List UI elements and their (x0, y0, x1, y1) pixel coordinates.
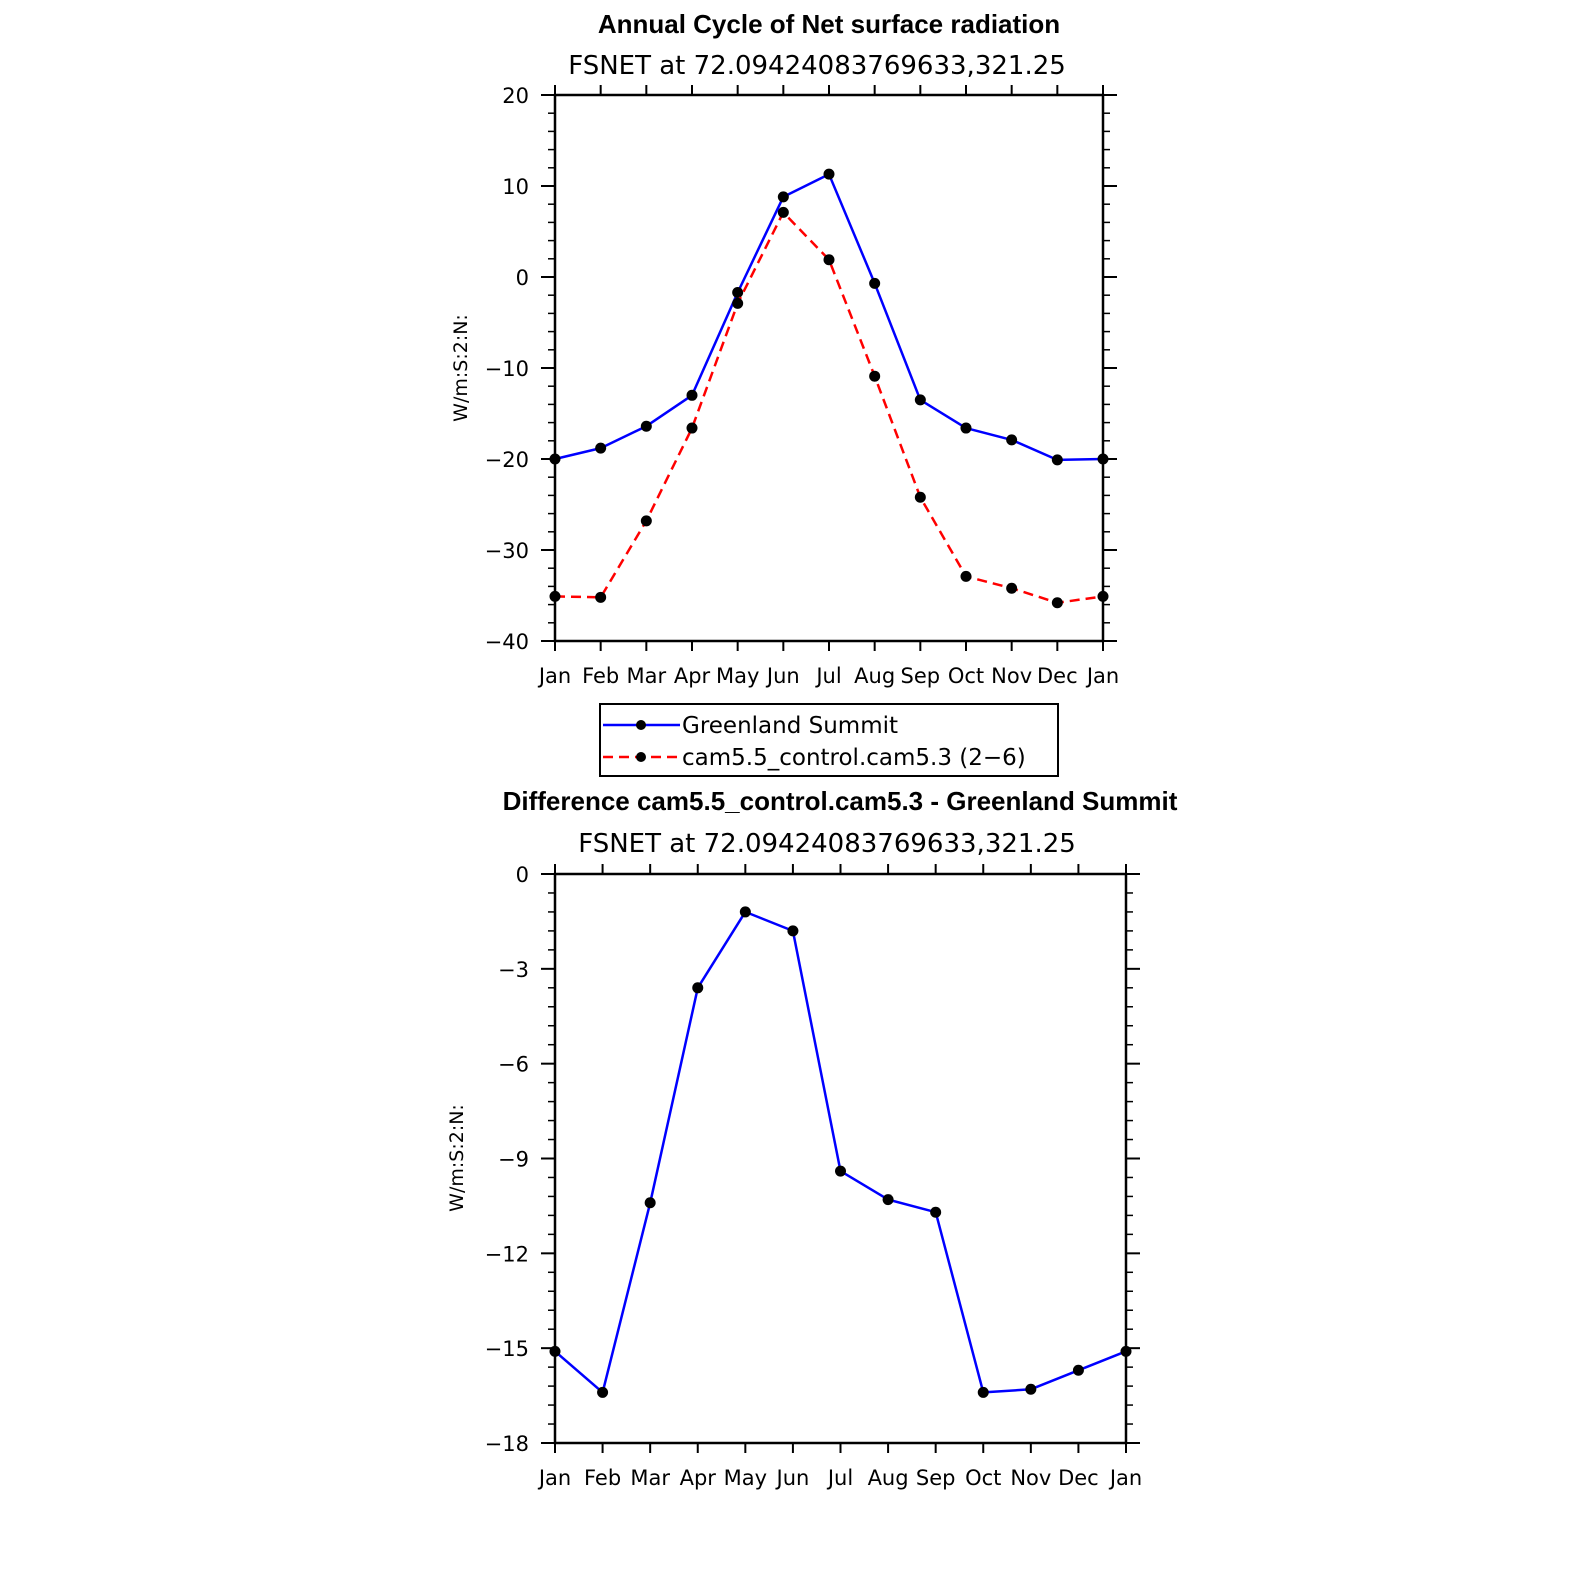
x-tick-label: Jan (1109, 1466, 1143, 1490)
y-tick-label: −12 (484, 1242, 529, 1267)
x-tick-label: Sep (915, 1466, 956, 1490)
x-tick-label: Feb (582, 664, 620, 688)
x-tick-label: Jun (766, 664, 800, 688)
x-tick-label: Jul (827, 1466, 854, 1490)
y-tick-label: −18 (484, 1432, 529, 1456)
x-tick-label: Dec (1037, 664, 1078, 688)
x-tick-label: Feb (583, 1466, 622, 1490)
y-tick-label: 20 (502, 84, 529, 108)
data-point (883, 1194, 894, 1205)
data-point (1052, 454, 1063, 465)
legend (600, 704, 1058, 776)
chart-title: Difference cam5.5_control.cam5.3 - Greenland Summit (502, 786, 1178, 816)
plot-area (485, 84, 1120, 688)
x-tick-label: Jan (538, 664, 572, 688)
y-tick-label: −20 (484, 448, 529, 472)
data-point (641, 515, 652, 526)
x-tick-label: Oct (965, 1466, 1002, 1490)
plot-area (485, 863, 1143, 1490)
data-point (961, 571, 972, 582)
data-point (740, 906, 751, 917)
x-tick-label: Aug (867, 1466, 909, 1490)
data-point (869, 278, 880, 289)
y-tick-label: 10 (502, 175, 529, 199)
x-tick-label: Mar (630, 1466, 670, 1490)
data-point (824, 169, 835, 180)
legend-label-cam5-control: cam5.5_control.cam5.3 (2−6) (682, 745, 1026, 771)
data-point (778, 207, 789, 218)
series-line (555, 912, 1126, 1393)
data-point (1073, 1365, 1084, 1376)
data-point (645, 1197, 656, 1208)
y-axis-label: W/m:S:2:N: (450, 314, 472, 422)
x-tick-label: Apr (679, 1466, 716, 1490)
series-line (555, 212, 1103, 602)
plot-frame (555, 874, 1126, 1443)
annual-cycle-chart (450, 9, 1119, 688)
data-point (961, 423, 972, 434)
data-point (595, 443, 606, 454)
x-tick-label: Dec (1058, 1466, 1099, 1490)
data-point (595, 592, 606, 603)
x-tick-label: Jul (816, 664, 842, 688)
legend-marker-cam5-control (636, 752, 646, 762)
data-point (597, 1387, 608, 1398)
data-point (787, 925, 798, 936)
data-point (1052, 597, 1063, 608)
data-point (687, 423, 698, 434)
y-tick-label: −6 (498, 1052, 529, 1077)
x-tick-label: May (723, 1466, 768, 1490)
chart-title: Annual Cycle of Net surface radiation (597, 9, 1061, 39)
y-tick-label: 0 (515, 266, 529, 290)
y-tick-label: −3 (498, 957, 529, 982)
x-tick-label: Nov (991, 664, 1033, 688)
data-point (687, 390, 698, 401)
y-axis-label: W/m:S:2:N: (446, 1104, 468, 1212)
x-tick-label: Jun (776, 1466, 810, 1490)
x-tick-label: Aug (854, 664, 896, 688)
y-tick-label: 0 (515, 863, 529, 887)
legend-marker-greenland-summit (636, 720, 646, 730)
y-tick-label: −15 (484, 1337, 529, 1362)
data-point (732, 287, 743, 298)
difference-chart (446, 786, 1178, 1490)
data-point (1025, 1384, 1036, 1395)
chart-subtitle: FSNET at 72.09424083769633,321.25 (578, 829, 1076, 859)
data-point (835, 1166, 846, 1177)
data-point (869, 371, 880, 382)
x-tick-label: May (715, 664, 760, 688)
data-point (550, 454, 561, 465)
y-tick-label: −10 (484, 357, 529, 381)
data-point (732, 298, 743, 309)
data-point (978, 1387, 989, 1398)
y-tick-label: −40 (484, 630, 529, 654)
y-tick-label: −30 (484, 539, 529, 563)
x-tick-label: Oct (947, 664, 985, 688)
data-point (930, 1207, 941, 1218)
data-point (915, 492, 926, 503)
data-point (915, 394, 926, 405)
chart-subtitle: FSNET at 72.09424083769633,321.25 (568, 51, 1066, 81)
legend-label-greenland-summit: Greenland Summit (682, 713, 899, 739)
data-point (1121, 1346, 1132, 1357)
data-point (550, 1346, 561, 1357)
data-point (550, 591, 561, 602)
x-tick-label: Mar (626, 664, 667, 688)
x-tick-label: Jan (1086, 664, 1120, 688)
data-point (1006, 583, 1017, 594)
series-line (555, 174, 1103, 460)
data-point (1098, 591, 1109, 602)
data-point (1006, 434, 1017, 445)
data-point (641, 421, 652, 432)
data-point (824, 254, 835, 265)
data-point (1098, 454, 1109, 465)
x-tick-label: Jan (538, 1466, 572, 1490)
y-tick-label: −9 (498, 1147, 529, 1172)
x-tick-label: Apr (673, 664, 711, 688)
data-point (692, 982, 703, 993)
x-tick-label: Sep (900, 664, 941, 688)
x-tick-label: Nov (1010, 1466, 1052, 1490)
data-point (778, 191, 789, 202)
